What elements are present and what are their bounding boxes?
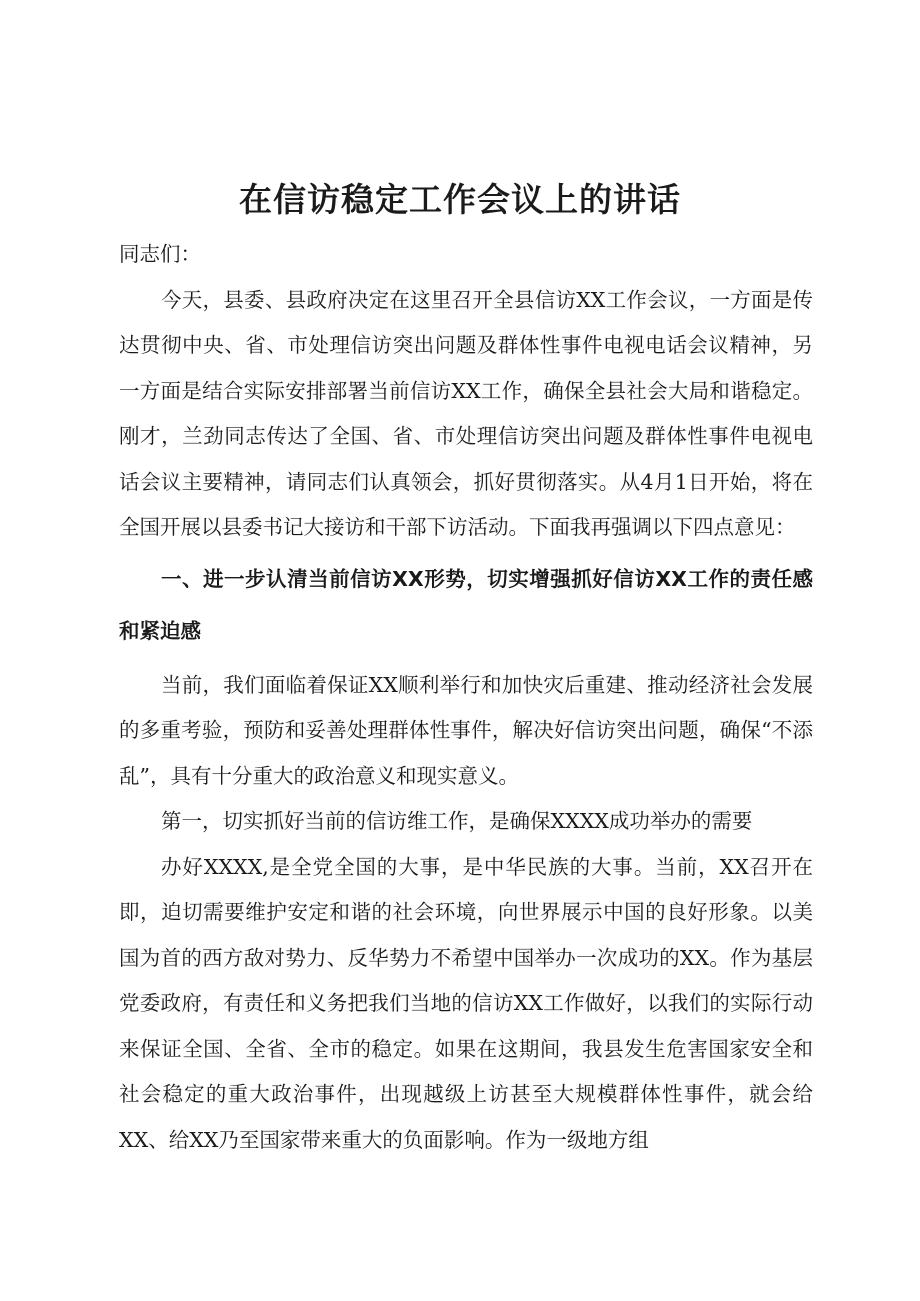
paragraph-first-point-detail: 办好XXXX,是全党全国的大事，是中华民族的大事。当前，XX召开在即，迫切需要维护安定和谐的社会环境，向世界展示中国的良好形象。以美国为首的西方敌对势力、反华势力不希望中国举办一次成功的XX。作为基层党委政府，有责任和义务把我们当地的信访XX工作做好，以我们的实际行动来保证全国、全省、全市的稳定。如果在这期间，我县发生危害国家安全和社会稳定的重大政治事件，出现越级上访甚至大规模群体性事件，就会给XX、给XX乃至国家带来重大的负面影响。作为一级地方组: [119, 854, 813, 1152]
paragraph-current-situation: 当前，我们面临着保证XX顺利举行和加快灾后重建、推动经济社会发展的多重考验，预防和妥善处理群体性事件，解决好信访突出问题，确保“不添乱”，具有十分重大的政治意义和现实意义。: [119, 672, 813, 788]
document-title: 在信访稳定工作会议上的讲话: [239, 180, 681, 219]
subheading-first-point: 第一，切实抓好当前的信访维工作，是确保XXXX成功举办的需要: [161, 809, 753, 833]
paragraph-opening: 今天，县委、县政府决定在这里召开全县信访XX工作会议，一方面是传达贯彻中央、省、市处理信访突出问题及群体性事件电视电话会议精神，另一方面是结合实际安排部署当前信访XX工作，确保全县社会大局和谐稳定。刚才，兰劲同志传达了全国、省、市处理信访突出问题及群体性事件电视电话会议主要精神，请同志们认真领会，抓好贯彻落实。从4月1日开始，将在全国开展以县委书记大接访和干部下访活动。下面我再强调以下四点意见：: [119, 287, 813, 539]
section-heading-one: 一、进一步认清当前信访XX形势，切实增强抓好信访XX工作的责任感和紧迫感: [119, 566, 813, 643]
salutation: 同志们：: [119, 242, 201, 266]
document-body: [119, 232, 813, 1163]
